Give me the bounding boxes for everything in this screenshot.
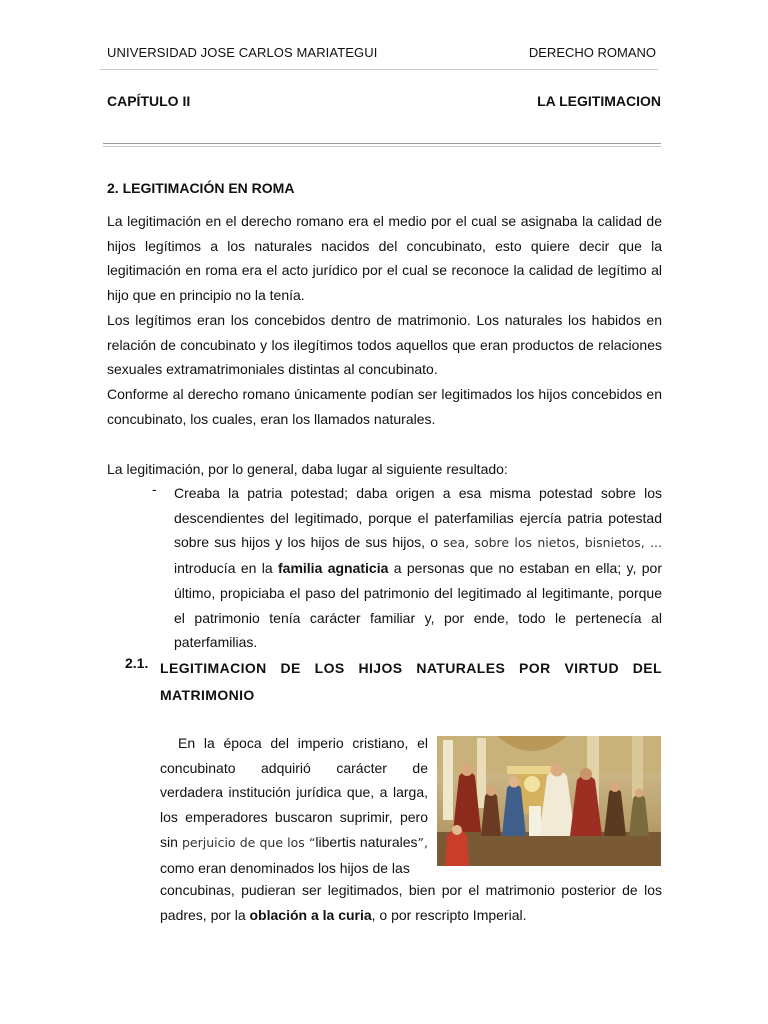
chapter-number: CAPÍTULO II [107,93,191,109]
bullet-text-part: Creaba la patria potestad; daba origen a esa misma potestad sobre los descendientes del legitimado, porque el paterfamilias ejercía patria potestad sobre sus hijos y los hijos de sus hijos, o [174,485,662,551]
chapter-divider [103,143,661,144]
text-part: , o por rescripto Imperial. [371,906,527,923]
section-title: 2. LEGITIMACIÓN EN ROMA [107,180,295,196]
header-divider [100,69,658,70]
chapter-divider-secondary [103,146,661,147]
subsection-number: 2.1. [125,655,149,671]
paragraph: La legitimación en el derecho romano era el medio por el cual se asignaba la calidad de hijos legítimos a los naturales nacidos del concubinato, esto quiere decir que la legitimación en roma era el acto jurídico por el cual se reconoce la calidad de legítimo al hijo que en principio no la tenía. [107,213,662,304]
section-body [107,209,662,431]
chapter-title: LA LEGITIMACION [537,93,661,109]
text-part: ”, [417,834,428,850]
bullet-marker: - [152,481,157,497]
text-part: perjuicio de que los “ [181,834,316,850]
text-part: libertis naturales [315,833,418,850]
text-part: concubinas, pudieran ser legitimados, bien por el matrimonio posterior de los padres, por la [160,882,662,923]
subsection-text [160,878,662,927]
bullet-text-part: a personas que no estaban en ella; y, por último, propiciaba el paso del patrimonio del legitimado al legitimante, porque el patrimonio tenía carácter familiar y, por ende, todo le pertenecía al paterfamilias. [174,560,662,651]
bullet-text-part: sea, sobre los nietos, bisnietos, ... [443,535,662,551]
results-intro: La legitimación, por lo general, daba lugar al siguiente resultado: [107,461,508,477]
painting-illustration [437,736,661,866]
paragraph: Los legítimos eran los concebidos dentro de matrimonio. Los naturales los habidos en relación de concubinato y los ilegítimos todos aquellos que eran productos de relaciones sexuales extramatrimoniales distintas al concubinato. [107,311,662,378]
subsection-wrapped-text [160,731,428,880]
text-part: En la época del imperio cristiano, el concubinato adquirió carácter de verdadera institución jurídica que, a larga, los emperadores buscaron suprimir, pero sin [160,735,428,850]
header-institution: UNIVERSIDAD JOSE CARLOS MARIATEGUI [107,45,378,60]
roman-ceremony-painting [437,736,661,866]
header-course: DERECHO ROMANO [528,45,656,60]
paragraph: Conforme al derecho romano únicamente podían ser legitimados los hijos concebidos en concubinato, los cuales, eran los llamados naturales. [107,385,662,427]
text-emphasis: oblación a la curia [249,906,372,923]
text-part: como eran denominados los hijos de las [160,859,410,876]
bullet-item [174,481,662,655]
bullet-text-part: introducía en la [174,560,278,577]
subsection-title: LEGITIMACION DE LOS HIJOS NATURALES POR VIRTUD DEL MATRIMONIO [160,660,662,703]
bullet-emphasis: familia agnaticia [278,560,389,577]
